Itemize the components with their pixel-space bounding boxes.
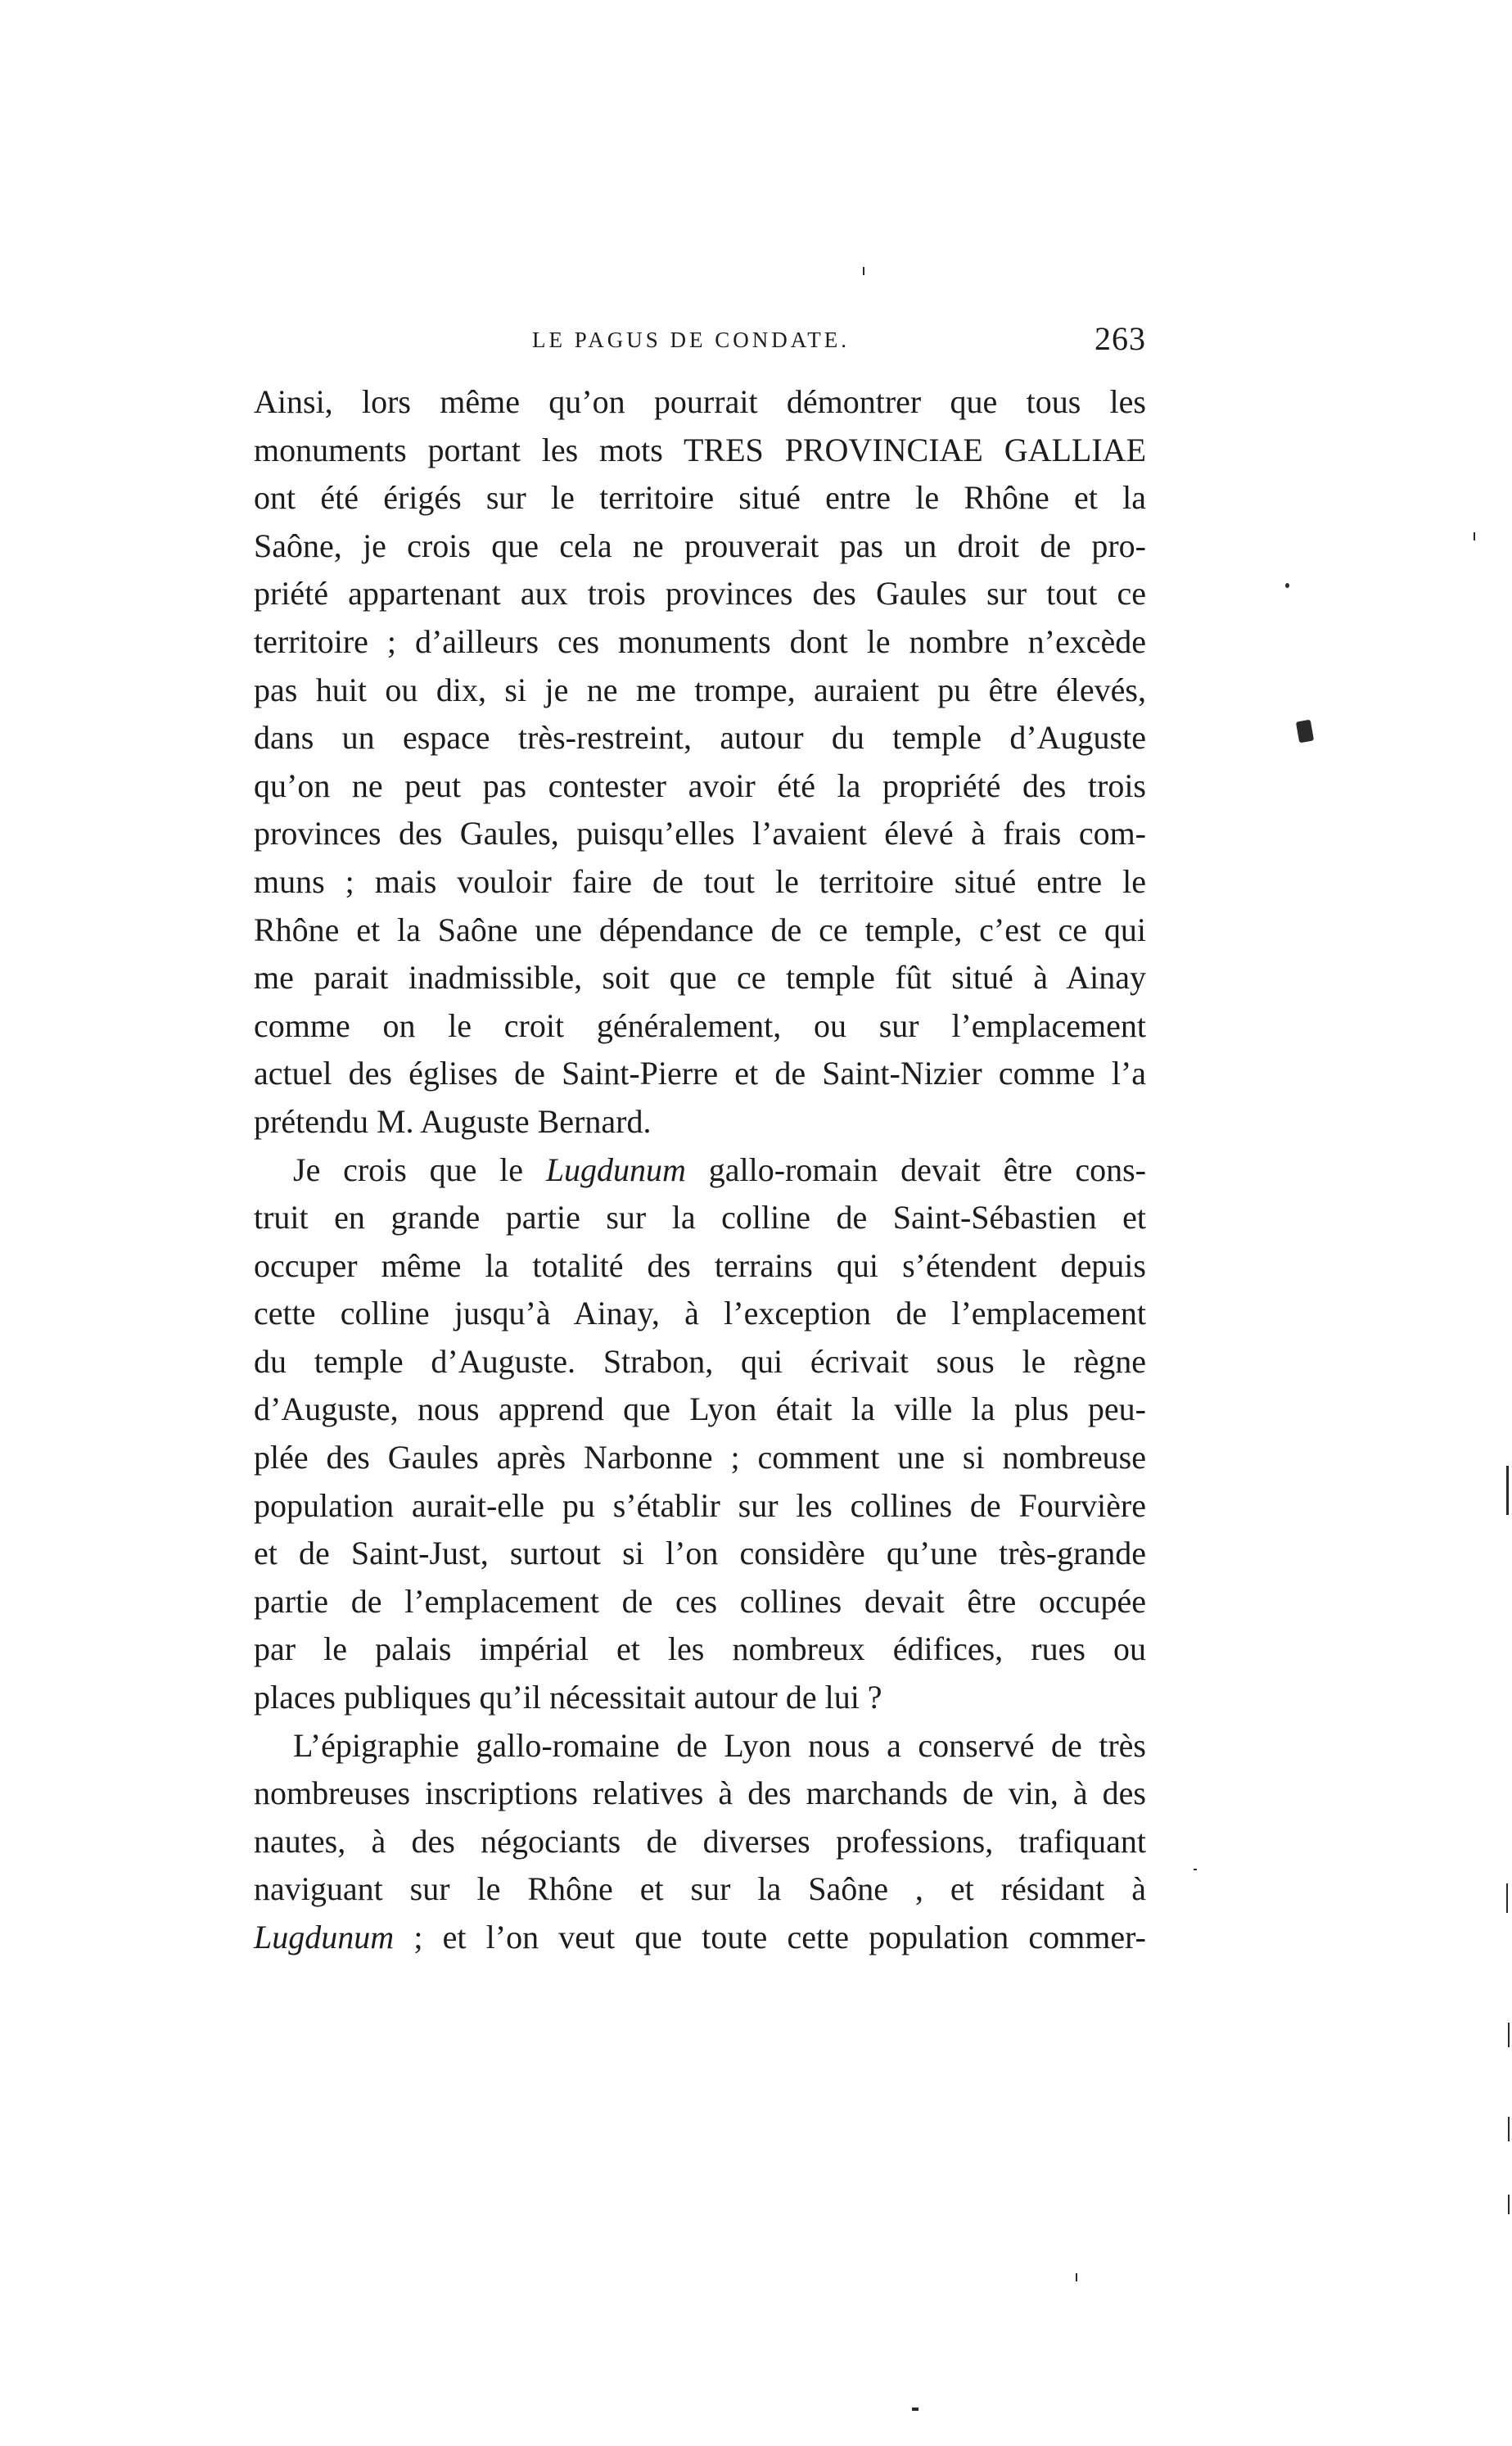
scan-speck	[1508, 2195, 1510, 2214]
body-text	[254, 378, 1146, 1962]
text-line: population aurait-elle pu s’établir sur les collines de Fourvière	[254, 1486, 1146, 1524]
scan-speck	[1506, 1466, 1509, 1515]
text-line: actuel des églises de Saint-Pierre et de Saint-Nizier comme l’a	[254, 1055, 1146, 1092]
scan-speck	[1296, 720, 1314, 744]
text-line: nombreuses inscriptions relatives à des marchands de vin, à des	[254, 1775, 1146, 1812]
text-line: prétendu M. Auguste Bernard.	[254, 1102, 652, 1140]
text-line: Rhône et la Saône une dépendance de ce temple, c’est ce qui	[254, 911, 1146, 948]
text-line: par le palais impérial et les nombreux édifices, rues ou	[254, 1630, 1146, 1668]
text-line	[254, 1146, 1146, 1195]
running-head-title-text: LE PAGUS DE CONDATE.	[532, 328, 851, 352]
scan-speck	[1194, 1869, 1197, 1870]
running-head	[254, 319, 1146, 368]
text-line: d’Auguste, nous apprend que Lyon était la ville la plus peu-	[254, 1390, 1146, 1428]
running-head-title	[532, 326, 850, 354]
italic-term: Lugdunum	[545, 1151, 686, 1188]
text-line: ont été érigés sur le territoire situé entre le Rhône et la	[254, 479, 1146, 517]
text-line: provinces des Gaules, puisqu’elles l’avaient élevé à frais com-	[254, 815, 1146, 852]
text-line: Ainsi, lors même qu’on pourrait démontrer que tous les	[254, 383, 1146, 420]
text-fragment: Je crois que le	[293, 1151, 546, 1188]
scan-speck	[1285, 583, 1289, 588]
text-line: cette colline jusqu’à Ainay, à l’exception de l’emplacement	[254, 1295, 1146, 1332]
text-line: truit en grande partie sur la colline de Saint-Sébastien et	[254, 1199, 1146, 1237]
page-number: 263	[1095, 320, 1146, 357]
text-line: partie de l’emplacement de ces collines devait être occupée	[254, 1582, 1146, 1620]
text-line: comme on le croit généralement, ou sur l’emplacement	[254, 1006, 1146, 1044]
text-line: places publiques qu’il nécessitait autour de lui ?	[254, 1679, 882, 1716]
italic-term: Lugdunum	[254, 1919, 395, 1955]
text-line: muns ; mais vouloir faire de tout le territoire situé entre le	[254, 862, 1146, 900]
scan-speck	[1508, 2117, 1510, 2141]
text-fragment: ; et l’on veut que toute cette population commer-	[394, 1919, 1146, 1955]
text-line: dans un espace très-restreint, autour du temple d’Auguste	[254, 719, 1146, 757]
text-line: pas huit ou dix, si je ne me trompe, auraient pu être élevés,	[254, 671, 1146, 708]
text-line: occuper même la totalité des terrains qui s’étendent depuis	[254, 1246, 1146, 1284]
text-line: Saône, je crois que cela ne prouverait pas un droit de pro-	[254, 527, 1146, 564]
scan-speck	[1474, 532, 1475, 540]
text-line: naviguant sur le Rhône et sur la Saône , et résidant à	[254, 1870, 1146, 1908]
paragraph-3	[254, 1722, 1146, 1962]
text-line: monuments portant les mots TRES PROVINCIAE GALLIAE	[254, 431, 1146, 468]
scan-speck	[863, 267, 864, 275]
text-line: territoire ; d’ailleurs ces monuments dont le nombre n’excède	[254, 622, 1146, 660]
text-line	[254, 1914, 1146, 1962]
text-line: qu’on ne peut pas contester avoir été la propriété des trois	[254, 766, 1146, 804]
text-line: nautes, à des négociants de diverses professions, trafiquant	[254, 1822, 1146, 1860]
paragraph-2	[254, 1146, 1146, 1722]
scan-speck	[1076, 2273, 1077, 2281]
scan-speck	[912, 2408, 918, 2411]
text-line: priété appartenant aux trois provinces des Gaules sur tout ce	[254, 575, 1146, 613]
text-line: L’épigraphie gallo-romaine de Lyon nous a conservé de très	[293, 1726, 1146, 1764]
scan-speck	[1506, 1883, 1508, 1913]
text-line: et de Saint-Just, surtout si l’on considère qu’une très-grande	[254, 1535, 1146, 1572]
text-line: me parait inadmissible, soit que ce temple fût situé à Ainay	[254, 959, 1146, 997]
text-fragment: gallo-romain devait être cons-	[685, 1151, 1146, 1188]
text-line: plée des Gaules après Narbonne ; comment une si nombreuse	[254, 1439, 1146, 1476]
text-line: du temple d’Auguste. Strabon, qui écrivait sous le règne	[254, 1342, 1146, 1380]
paragraph-1	[254, 378, 1146, 1146]
scan-speck	[1508, 2023, 1510, 2047]
